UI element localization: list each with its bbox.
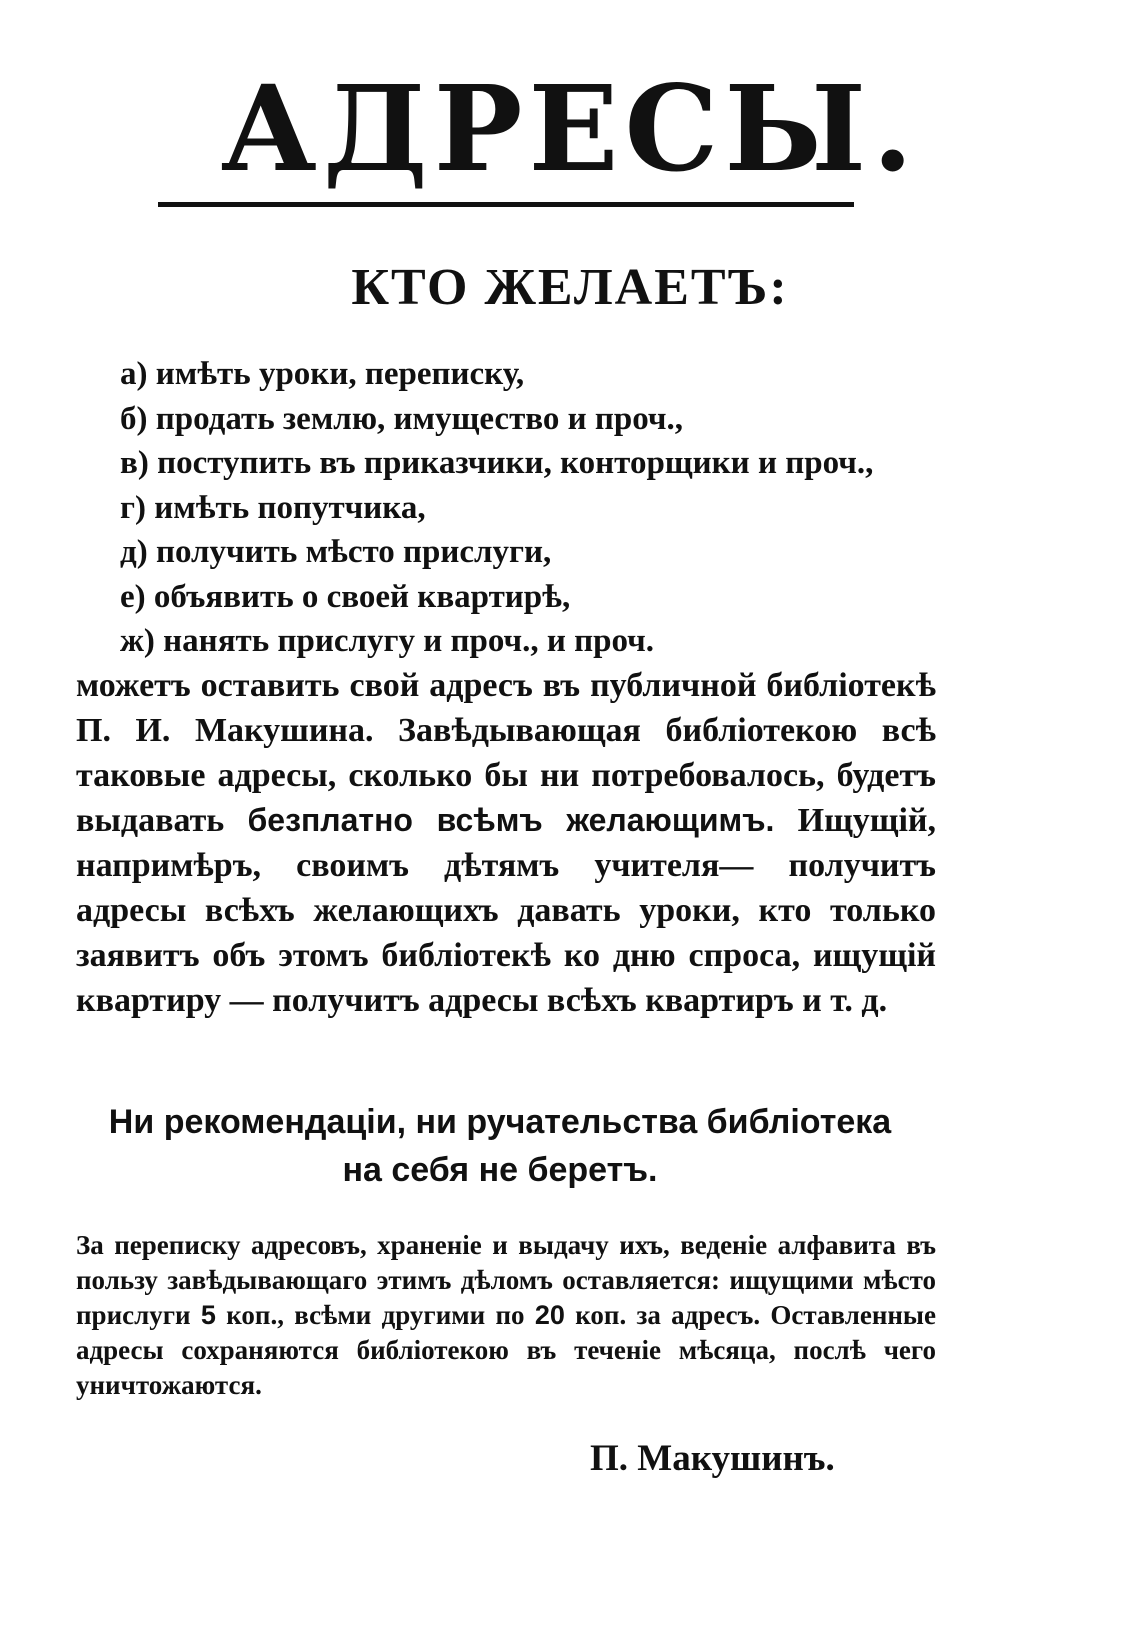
list-item-marker: а) [120,356,148,392]
body-text-start: можетъ оставить свой адресъ въ публичной библіотекѣ П. И. Макушина. Завѣдывающая библіотекою всѣ таковые адресы, сколько бы ни потребовалось, будетъ выдавать [76,667,936,839]
list-item-text: получить мѣсто прислуги, [155,534,552,570]
subtitle: КТО ЖЕЛАЕТЪ: [351,259,789,316]
notice-line: Ни рекомендаціи, ни ручательства библіотека [108,1103,892,1141]
fees-paragraph [76,1228,936,1403]
list-item [120,441,873,486]
list-item [120,486,873,531]
list-item-text: поступить въ приказчики, конторщики и проч., [157,445,874,481]
page-title: АДРЕСЫ. [220,59,920,198]
wishes-list [120,352,873,664]
list-item-text: объявить о своей квартирѣ, [153,578,571,615]
notice-line: на себя не беретъ. [342,1151,658,1189]
fees-text: коп., всѣми другими по [226,1300,525,1330]
list-item-text: имѣть попутчика, [154,489,426,526]
list-item [120,619,873,664]
list-item-marker: е) [120,578,146,615]
list-item-marker: б) [120,400,148,437]
list-item-text: нанять прислугу и проч., и проч. [163,623,655,659]
list-item-marker: в) [120,445,149,481]
body-paragraph [76,663,936,1023]
list-item [120,352,873,397]
body-text-end: Ищущій, напримѣръ, своимъ дѣтямъ учителя— получитъ адресы всѣхъ желающихъ давать уроки, кто только заявитъ объ этомъ библіотекѣ ко дню спроса, ищущій квартиру — получитъ адресы всѣхъ квартиръ и т. д. [76,802,937,1019]
list-item [120,530,873,575]
list-item-text: продать землю, имущество и проч., [155,400,684,437]
fees-text: коп. за адресъ. Оставленные адресы сохраняются библіотекою въ теченіе мѣсяца, послѣ чего уничтожаются. [76,1300,937,1400]
list-item-marker: г) [120,489,146,526]
disclaimer-notice [60,1098,940,1194]
fee-others-amount: 20 [534,1300,565,1330]
signature: П. Макушинъ. [590,1438,835,1479]
list-item-marker: д) [120,534,148,570]
fees-text: За переписку адресовъ, храненіе и выдачу ихъ, веденіе алфавита въ пользу завѣдывающаго этимъ дѣломъ оставляется: ищущими мѣсто прислуги [76,1230,936,1330]
list-item-marker: ж) [120,623,155,659]
title-underline [158,202,854,207]
list-item-text: имѣть уроки, переписку, [155,356,525,392]
list-item [120,397,873,442]
body-emphasis: безплатно всѣмъ желающимъ. [247,802,775,838]
fee-servants-amount: 5 [200,1300,216,1330]
list-item [120,575,873,620]
